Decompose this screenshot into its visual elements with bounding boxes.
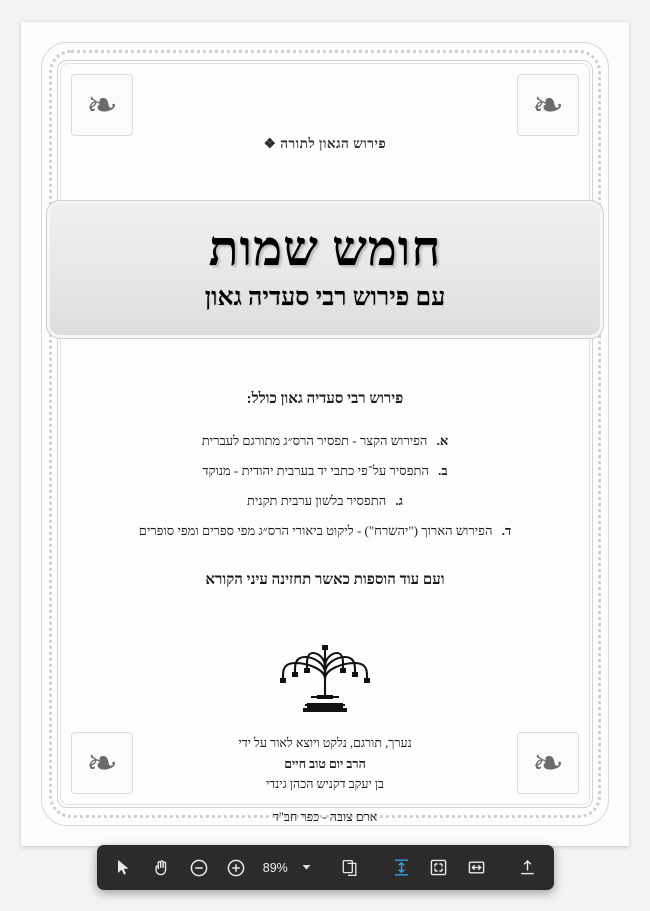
viewer-toolbar[interactable]: [97, 845, 554, 890]
closing-line: ועם עוד הוספות כאשר תחזינה עיני הקורא: [205, 572, 445, 588]
ornament-icon: ❧: [71, 732, 133, 794]
contents-list: [69, 426, 581, 546]
list-item-label: הפירוש הארוך ("יהשרח") - ליקוט ביאורי הרס״ג מפי ספרים ומפי סופרים: [138, 523, 493, 539]
fit-height-icon: [392, 858, 411, 877]
list-item-label: התפסיר על־פי כתבי יד בערבית יהודית - מנוקד: [202, 463, 429, 479]
fit-height-button[interactable]: [383, 851, 420, 885]
zoom-out-button[interactable]: [180, 851, 217, 885]
plus-circle-icon: [226, 858, 246, 878]
list-marker: א.: [436, 433, 449, 449]
kicker-line: פירוש הגאון לתורה ❖: [263, 136, 387, 151]
page-view-button[interactable]: [331, 851, 368, 885]
list-item-label: התפסיר בלשון ערבית תקנית: [247, 493, 387, 509]
list-marker: ב.: [438, 463, 448, 479]
menorah-icon: [265, 623, 385, 719]
ornament-icon: ❧: [71, 74, 133, 136]
list-item: [69, 486, 581, 516]
zoom-in-button[interactable]: [217, 851, 254, 885]
list-marker: ד.: [501, 523, 512, 539]
colophon-line: הרב יום טוב חיים: [284, 756, 366, 771]
list-item: [69, 426, 581, 456]
export-button[interactable]: [509, 851, 546, 885]
select-tool-button[interactable]: [105, 851, 142, 885]
colophon-line: ארם צובה - כפר חב"ד: [272, 809, 378, 824]
ornament-icon: ❧: [517, 732, 579, 794]
pan-tool-button[interactable]: [142, 851, 179, 885]
fit-width-button[interactable]: [457, 851, 494, 885]
pages-icon: [341, 859, 359, 877]
zoom-level-value[interactable]: 89%: [262, 860, 288, 875]
list-item: [69, 456, 581, 486]
title-page-content: [69, 82, 581, 824]
colophon-line: בן יעקב דקניש הכהן גינדי: [265, 777, 385, 792]
document-page: [21, 22, 629, 846]
page-title: חומש שמות: [208, 221, 442, 276]
fit-width-icon: [467, 858, 486, 877]
section-heading: פירוש רבי סעדיה גאון כולל:: [246, 391, 404, 408]
fit-page-button[interactable]: [420, 851, 457, 885]
chevron-down-icon[interactable]: [296, 851, 318, 885]
colophon: [69, 733, 581, 828]
fit-page-icon: [429, 858, 448, 877]
ornament-icon: ❧: [517, 74, 579, 136]
cursor-icon: [115, 859, 132, 876]
upload-icon: [518, 858, 537, 877]
list-item: [69, 516, 581, 546]
minus-circle-icon: [189, 858, 209, 878]
title-plaque: [46, 200, 604, 339]
hand-icon: [152, 858, 171, 877]
list-item-label: הפירוש הקצר - תפסיר הרס״ג מתורגם לעברית: [201, 433, 428, 449]
list-marker: ג.: [395, 493, 403, 509]
colophon-line: נערך, תורגם, נלקט ויוצא לאור על ידי: [238, 736, 412, 750]
page-subtitle: עם פירוש רבי סעדיה גאון: [204, 284, 446, 312]
